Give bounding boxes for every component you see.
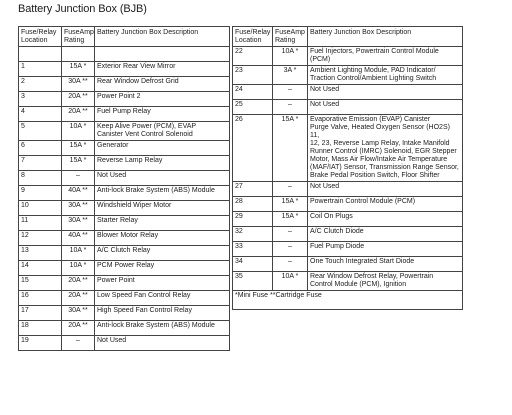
description-cell (95, 47, 230, 62)
table-row (233, 66, 463, 85)
location-cell: 10 (19, 201, 62, 216)
amp-rating-cell: – (273, 227, 308, 242)
description-cell: Rear Window Defrost Relay, Powertrain Control Module (PCM), Ignition (308, 272, 463, 291)
amp-rating-cell: 15A * (273, 212, 308, 227)
amp-rating-cell: 10A * (273, 47, 308, 66)
table-row (19, 47, 230, 62)
location-cell: 14 (19, 261, 62, 276)
location-cell: 35 (233, 272, 273, 291)
table-row (233, 100, 463, 115)
amp-rating-cell: 20A ** (62, 107, 95, 122)
amp-rating-cell: – (273, 100, 308, 115)
table-row (233, 272, 463, 291)
description-cell: Power Point 2 (95, 92, 230, 107)
amp-rating-cell: – (273, 182, 308, 197)
description-cell: One Touch Integrated Start Diode (308, 257, 463, 272)
left-fuse-table (18, 26, 230, 351)
page-title: Battery Junction Box (BJB) (18, 3, 147, 15)
location-cell: 34 (233, 257, 273, 272)
amp-rating-cell: 10A * (62, 122, 95, 141)
right-fuse-table (232, 26, 463, 310)
location-cell: 11 (19, 216, 62, 231)
amp-rating-cell: 15A * (62, 141, 95, 156)
location-cell: 7 (19, 156, 62, 171)
location-cell: 28 (233, 197, 273, 212)
amp-rating-cell (62, 47, 95, 62)
description-cell: High Speed Fan Control Relay (95, 306, 230, 321)
table-row (19, 62, 230, 77)
table-row (19, 141, 230, 156)
location-cell: 33 (233, 242, 273, 257)
description-cell: Not Used (308, 182, 463, 197)
table-row (233, 182, 463, 197)
amp-rating-cell: – (273, 257, 308, 272)
amp-rating-cell: 15A * (273, 197, 308, 212)
description-cell: Blower Motor Relay (95, 231, 230, 246)
description-header: Battery Junction Box Description (95, 27, 230, 47)
table-row (19, 171, 230, 186)
table-row (233, 115, 463, 182)
location-cell: 6 (19, 141, 62, 156)
table-row (19, 291, 230, 306)
amp-header: FuseAmp Rating (62, 27, 95, 47)
table-row (19, 321, 230, 336)
amp-rating-cell: 30A ** (62, 201, 95, 216)
description-cell: Not Used (308, 85, 463, 100)
table-row (233, 197, 463, 212)
amp-rating-cell: 20A ** (62, 321, 95, 336)
table-row (19, 107, 230, 122)
amp-rating-cell: 20A ** (62, 92, 95, 107)
amp-rating-cell: 10A * (62, 261, 95, 276)
location-cell: 26 (233, 115, 273, 182)
description-cell: Ambient Lighting Module, PAD Indicator/ Traction Control/Ambient Lighting Switch (308, 66, 463, 85)
amp-rating-cell: 15A * (62, 156, 95, 171)
table-row (19, 276, 230, 291)
amp-header: FuseAmp Rating (273, 27, 308, 47)
location-cell: 8 (19, 171, 62, 186)
description-cell: PCM Power Relay (95, 261, 230, 276)
amp-rating-cell: 40A ** (62, 231, 95, 246)
amp-rating-cell: 30A ** (62, 306, 95, 321)
description-cell: Coil On Plugs (308, 212, 463, 227)
table-row (19, 122, 230, 141)
location-cell: 23 (233, 66, 273, 85)
table-row (233, 212, 463, 227)
description-cell: Evaporative Emission (EVAP) Canister Purge Valve, Heated Oxygen Sensor (HO2S) 11, 12, 23, Reverse Lamp Relay, Intake Manifold Runner Control (IMRC) Solenoid, EGR Stepper Motor, Mass Air Flow/Intake Air Temperature (MAF/IAT) Sensor, Transmission Range Sensor, Brake Pedal Position Switch, Floor Shifter (308, 115, 463, 182)
location-cell: 1 (19, 62, 62, 77)
table-row (19, 77, 230, 92)
amp-rating-cell: – (273, 242, 308, 257)
description-cell: Anti-lock Brake System (ABS) Module (95, 321, 230, 336)
location-header: Fuse/Relay Location (233, 27, 273, 47)
location-cell: 25 (233, 100, 273, 115)
description-cell: A/C Clutch Relay (95, 246, 230, 261)
table-row (233, 85, 463, 100)
location-cell: 32 (233, 227, 273, 242)
description-cell: Anti-lock Brake System (ABS) Module (95, 186, 230, 201)
amp-rating-cell: 15A * (62, 62, 95, 77)
location-cell: 13 (19, 246, 62, 261)
table-row (19, 156, 230, 171)
location-cell (19, 47, 62, 62)
amp-rating-cell: 3A * (273, 66, 308, 85)
amp-rating-cell: – (62, 171, 95, 186)
description-cell: Not Used (95, 336, 230, 351)
description-cell: Not Used (308, 100, 463, 115)
amp-rating-cell: 30A ** (62, 77, 95, 92)
location-cell: 16 (19, 291, 62, 306)
amp-rating-cell: – (62, 336, 95, 351)
amp-rating-cell: 20A ** (62, 276, 95, 291)
footnote-row (233, 291, 463, 310)
description-cell: Starter Relay (95, 216, 230, 231)
location-cell: 17 (19, 306, 62, 321)
location-header: Fuse/Relay Location (19, 27, 62, 47)
location-cell: 24 (233, 85, 273, 100)
description-cell: Fuel Pump Diode (308, 242, 463, 257)
description-cell: Low Speed Fan Control Relay (95, 291, 230, 306)
table-row (233, 47, 463, 66)
table-row (19, 201, 230, 216)
table-row (233, 242, 463, 257)
location-cell: 4 (19, 107, 62, 122)
amp-rating-cell: 30A ** (62, 216, 95, 231)
location-cell: 5 (19, 122, 62, 141)
table-row (19, 216, 230, 231)
table-row (19, 231, 230, 246)
description-cell: Power Point (95, 276, 230, 291)
table-row (19, 246, 230, 261)
amp-rating-cell: 40A ** (62, 186, 95, 201)
location-cell: 22 (233, 47, 273, 66)
table-row (19, 92, 230, 107)
table-row (233, 227, 463, 242)
description-cell: A/C Clutch Diode (308, 227, 463, 242)
table-row (233, 257, 463, 272)
location-cell: 18 (19, 321, 62, 336)
amp-rating-cell: 15A * (273, 115, 308, 182)
location-cell: 12 (19, 231, 62, 246)
table-row (19, 261, 230, 276)
description-header: Battery Junction Box Description (308, 27, 463, 47)
footnote: *Mini Fuse **Cartridge Fuse (233, 291, 463, 310)
location-cell: 9 (19, 186, 62, 201)
table-row (19, 336, 230, 351)
description-cell: Windshield Wiper Motor (95, 201, 230, 216)
description-cell: Fuel Injectors, Powertrain Control Module (PCM) (308, 47, 463, 66)
description-cell: Exterior Rear View Mirror (95, 62, 230, 77)
description-cell: Keep Alive Power (PCM), EVAP Canister Vent Control Solenoid (95, 122, 230, 141)
description-cell: Powertrain Control Module (PCM) (308, 197, 463, 212)
location-cell: 19 (19, 336, 62, 351)
location-cell: 27 (233, 182, 273, 197)
description-cell: Not Used (95, 171, 230, 186)
description-cell: Fuel Pump Relay (95, 107, 230, 122)
table-row (19, 186, 230, 201)
table-header-row (19, 27, 230, 47)
amp-rating-cell: 10A * (62, 246, 95, 261)
location-cell: 15 (19, 276, 62, 291)
amp-rating-cell: 10A * (273, 272, 308, 291)
location-cell: 2 (19, 77, 62, 92)
table-header-row (233, 27, 463, 47)
amp-rating-cell: 20A ** (62, 291, 95, 306)
location-cell: 29 (233, 212, 273, 227)
description-cell: Rear Window Defrost Grid (95, 77, 230, 92)
amp-rating-cell: – (273, 85, 308, 100)
location-cell: 3 (19, 92, 62, 107)
table-row (19, 306, 230, 321)
description-cell: Reverse Lamp Relay (95, 156, 230, 171)
description-cell: Generator (95, 141, 230, 156)
